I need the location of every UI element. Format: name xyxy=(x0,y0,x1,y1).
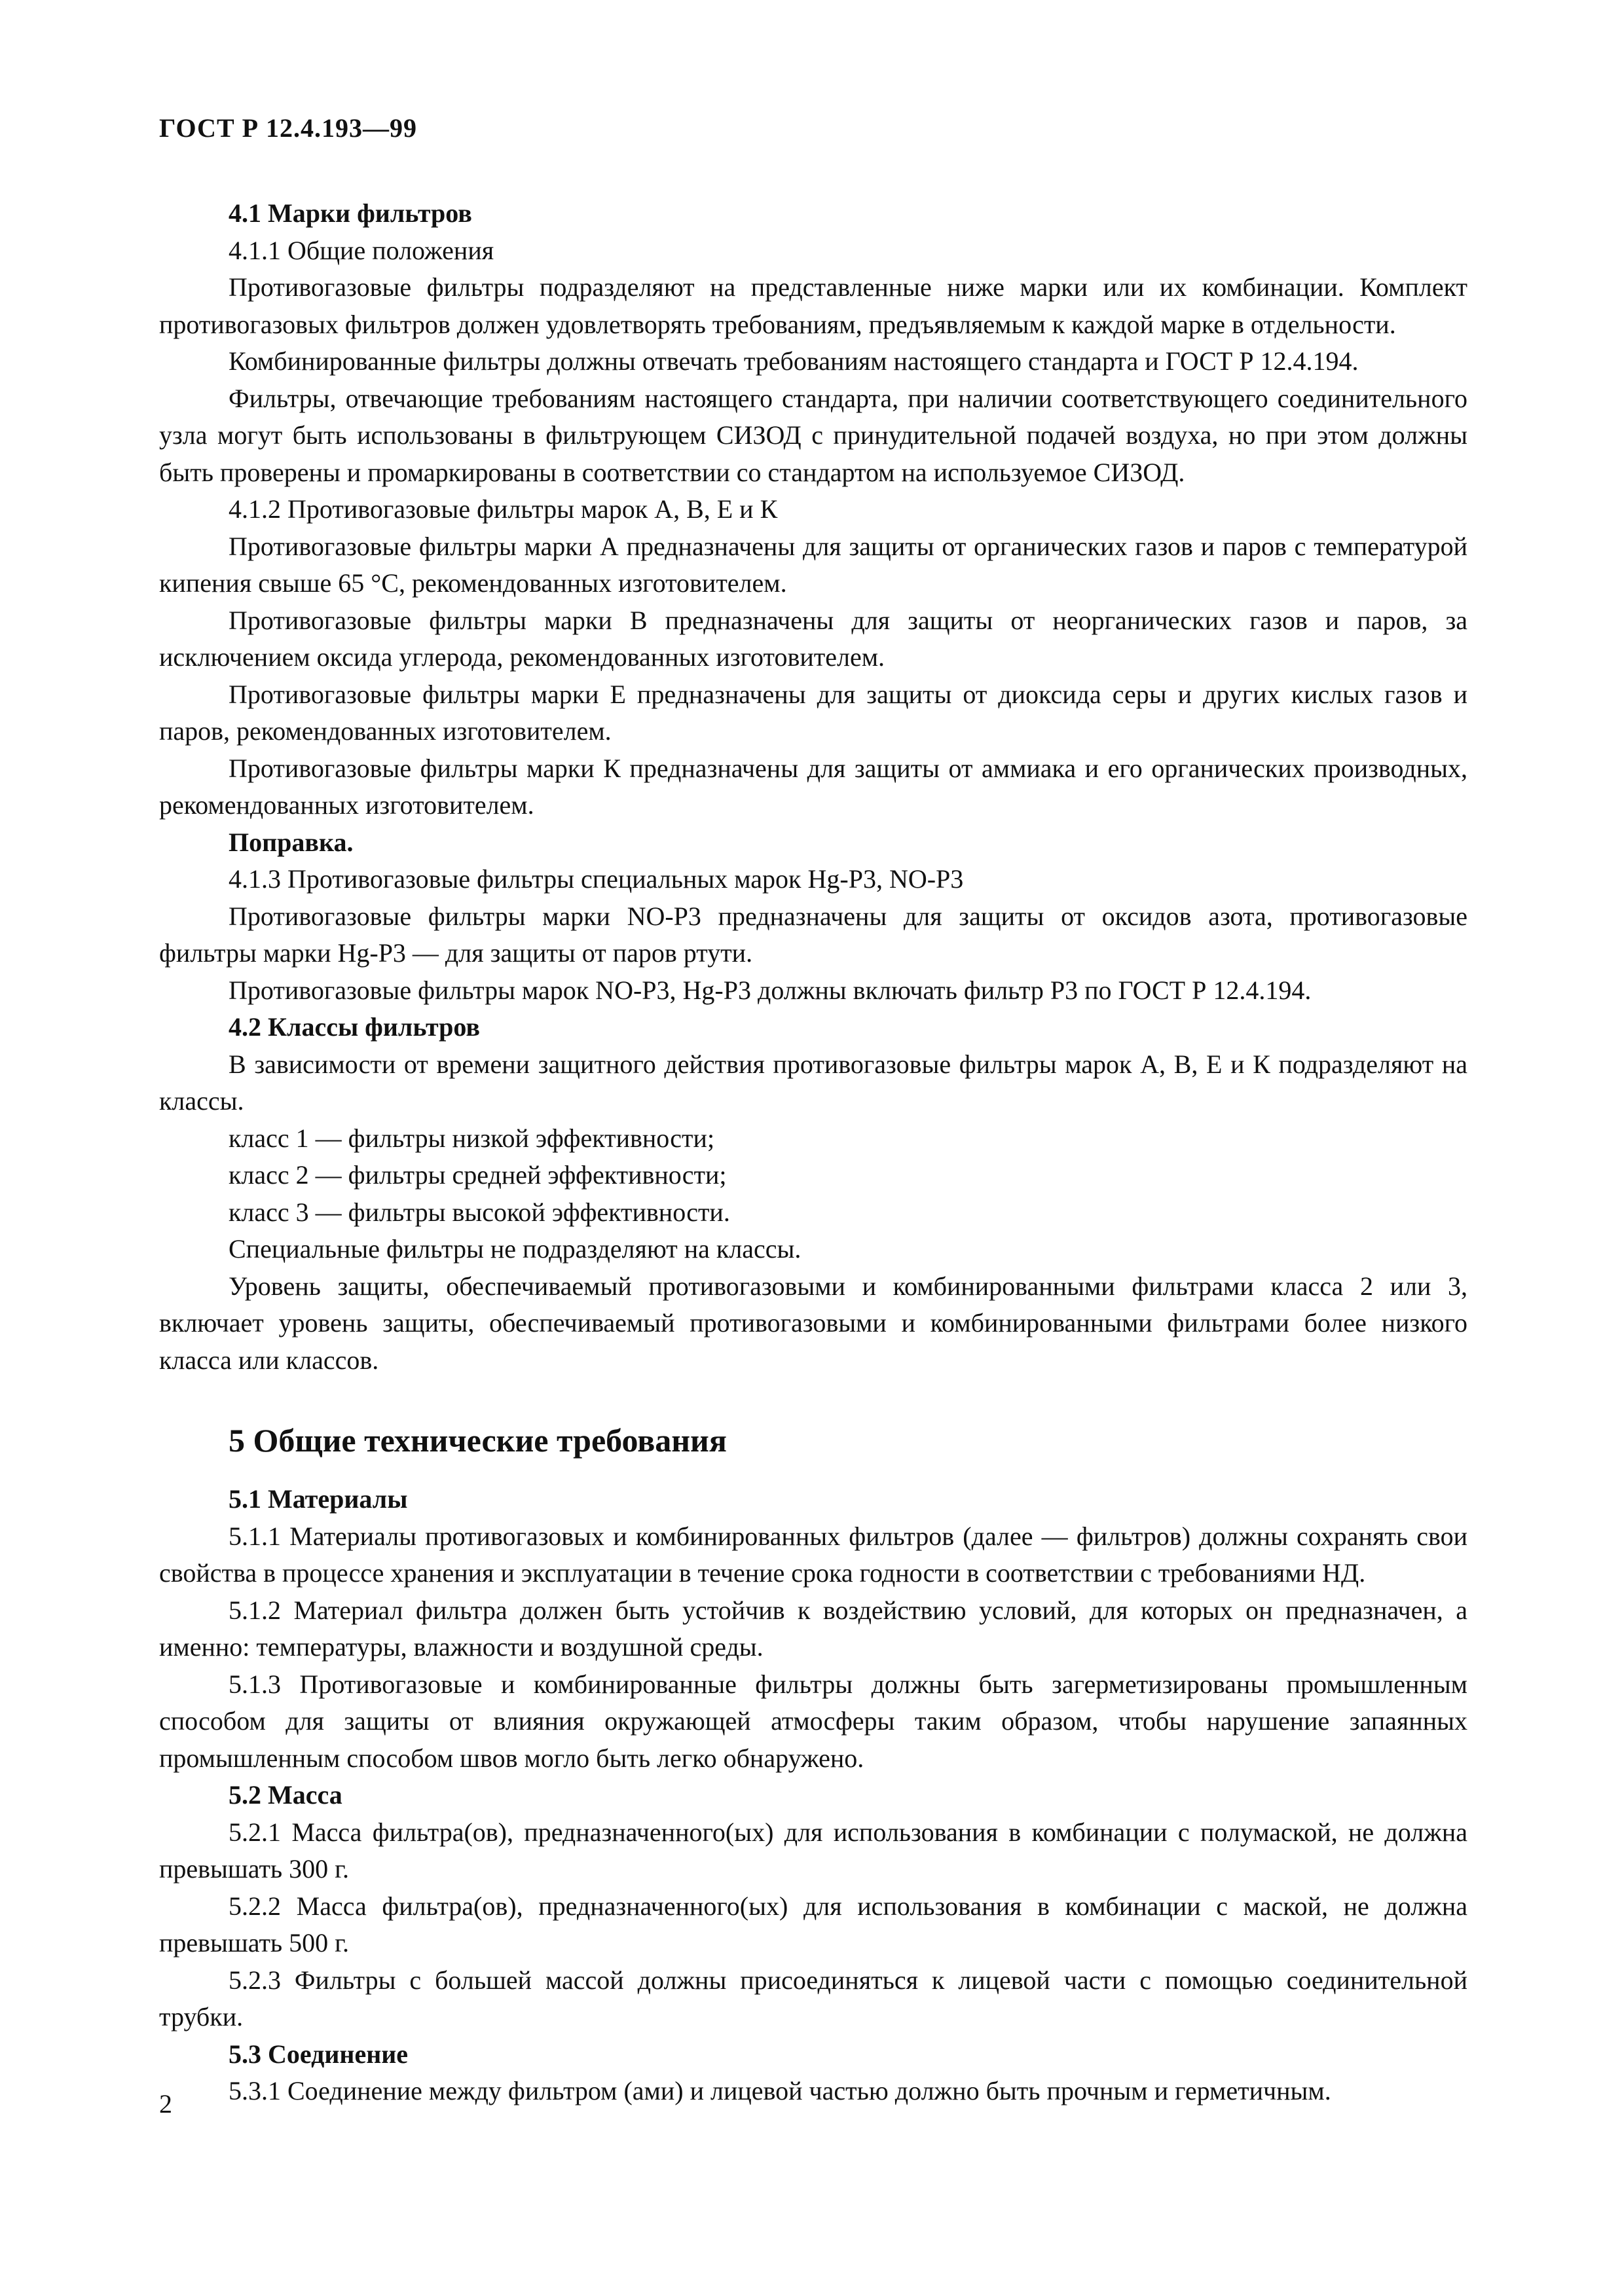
paragraph: Фильтры, отвечающие требованиям настоящего стандарта, при наличии соответствующего соединительного узла могут быть использованы в фильтрующем СИЗОД с принудительной подачей воздуха, но при этом должны быть проверены и промаркированы в соответствии со стандартом на используемое СИЗОД. xyxy=(159,383,1467,487)
page-number: 2 xyxy=(159,2089,172,2119)
paragraph: Противогазовые фильтры марки А предназначены для защиты от органических газов и паров с температурой кипения свыше 65 °С, рекомендованных изготовителем. xyxy=(159,531,1467,598)
amendment-label: Поправка. xyxy=(229,827,354,857)
paragraph: 5.2.2 Масса фильтра(ов), предназначенного(ых) для использования в комбинации с маской, не должна превышать 500 г. xyxy=(159,1891,1467,1958)
paragraph: Противогазовые фильтры марки Е предназначены для защиты от диоксида серы и других кислых газов и паров, рекомендованных изготовителем. xyxy=(159,679,1467,746)
paragraph: Уровень защиты, обеспечиваемый противогазовыми и комбинированными фильтрами класса 2 или 3, включает уровень защиты, обеспечиваемый противогазовыми и комбинированными фильтрами более низкого класса или классов. xyxy=(159,1271,1467,1375)
subsection-4-1-3-title: 4.1.3 Противогазовые фильтры специальных марок Hg-P3, NO-P3 xyxy=(229,864,964,894)
section-5-2-heading: 5.2 Масса xyxy=(229,1780,342,1810)
document-code-header: ГОСТ Р 12.4.193—99 xyxy=(159,113,418,143)
paragraph: 5.1.2 Материал фильтра должен быть устойчив к воздействию условий, для которых он предназначен, а именно: температуры, влажности и воздушной среды. xyxy=(159,1595,1467,1662)
paragraph: 5.2.1 Масса фильтра(ов), предназначенного(ых) для использования в комбинации с полумаской, не должна превышать 300 г. xyxy=(159,1817,1467,1884)
paragraph: Противогазовые фильтры марки К предназначены для защиты от аммиака и его органических производных, рекомендованных изготовителем. xyxy=(159,753,1467,820)
list-item: класс 1 — фильтры низкой эффективности; xyxy=(229,1123,715,1153)
paragraph: Противогазовые фильтры марки В предназначены для защиты от неорганических газов и паров, за исключением оксида углерода, рекомендованных изготовителем. xyxy=(159,605,1467,672)
paragraph: 5.1.1 Материалы противогазовых и комбинированных фильтров (далее — фильтров) должны сохранять свои свойства в процессе хранения и эксплуатации в течение срока годности в соответствии с требованиями НД. xyxy=(159,1521,1467,1588)
section-4-1-heading: 4.1 Марки фильтров xyxy=(229,198,472,228)
list-item: класс 2 — фильтры средней эффективности; xyxy=(229,1160,727,1190)
paragraph: В зависимости от времени защитного действия противогазовые фильтры марок А, В, Е и К подразделяют на классы. xyxy=(159,1049,1467,1116)
subsection-4-1-1-title: 4.1.1 Общие положения xyxy=(229,235,494,265)
section-4-2-heading: 4.2 Классы фильтров xyxy=(229,1012,480,1042)
paragraph: Специальные фильтры не подразделяют на классы. xyxy=(229,1234,802,1264)
paragraph: Противогазовые фильтры марок NO-P3, Hg-P3 должны включать фильтр Р3 по ГОСТ Р 12.4.194. xyxy=(229,975,1312,1005)
list-item: класс 3 — фильтры высокой эффективности. xyxy=(229,1197,730,1227)
paragraph: 5.2.3 Фильтры с большей массой должны присоединяться к лицевой части с помощью соединительной трубки. xyxy=(159,1965,1467,2032)
paragraph: 5.3.1 Соединение между фильтром (ами) и лицевой частью должно быть прочным и герметичным. xyxy=(229,2076,1331,2105)
document-body xyxy=(159,195,1467,2110)
paragraph: Комбинированные фильтры должны отвечать требованиям настоящего стандарта и ГОСТ Р 12.4.194. xyxy=(229,346,1359,376)
paragraph: 5.1.3 Противогазовые и комбинированные фильтры должны быть загерметизированы промышленным способом для защиты от влияния окружающей атмосферы таким образом, чтобы нарушение запаянных промышленным способом швов могло быть легко обнаружено. xyxy=(159,1669,1467,1773)
section-5-title: 5 Общие технические требования xyxy=(229,1422,727,1459)
paragraph: Противогазовые фильтры марки NO-P3 предназначены для защиты от оксидов азота, противогазовые фильтры марки Hg-P3 — для защиты от паров ртути. xyxy=(159,901,1467,968)
section-5-3-heading: 5.3 Соединение xyxy=(229,2039,409,2069)
subsection-4-1-2-title: 4.1.2 Противогазовые фильтры марок А, В, Е и К xyxy=(229,494,778,524)
section-5-1-heading: 5.1 Материалы xyxy=(229,1484,408,1514)
paragraph: Противогазовые фильтры подразделяют на представленные ниже марки или их комбинации. Комплект противогазовых фильтров должен удовлетворять требованиям, предъявляемым к каждой марке в отдельности. xyxy=(159,272,1467,339)
